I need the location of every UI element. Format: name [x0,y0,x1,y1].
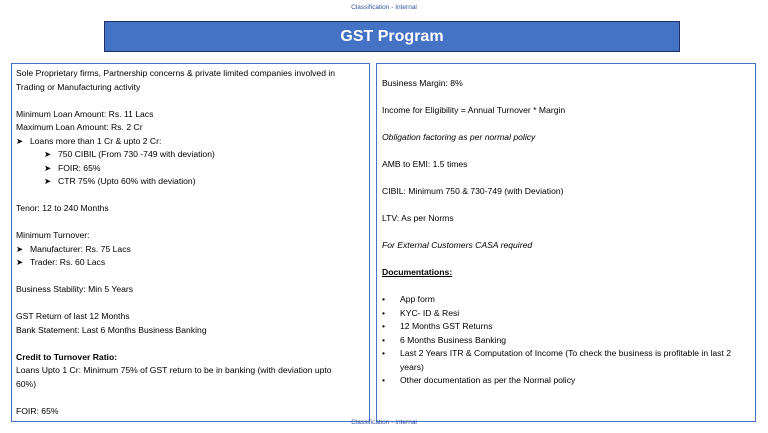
gst-return-text: GST Return of last 12 Months [16,311,130,321]
ctr-heading: Credit to Turnover Ratio: [16,351,118,362]
classification-label-bottom: Classification - Internal [351,419,417,426]
docs-item-label: Last 2 Years ITR & Computation of Income (To check the business is profitable in last 2 years) [400,348,732,372]
income-text: Income for Eligibility = Annual Turnover * Margin [382,105,566,115]
loan-band-subitem [16,162,369,176]
docs-item-label: 12 Months GST Returns [400,321,493,331]
casa-text: For External Customers CASA required [382,240,533,250]
cibil-text: CIBIL: Minimum 750 & 730-749 (with Deviation) [382,186,564,196]
margin-text: Business Margin: 8% [382,78,463,88]
docs-list-item [382,374,755,388]
arrow-bullet-icon: ➤ [44,176,52,186]
bullet-icon: • [382,348,386,358]
turnover-item-label: Manufacturer: Rs. 75 Lacs [30,243,131,254]
bullet-icon: • [382,294,386,304]
docs-list-item [382,320,755,334]
bullet-icon: • [382,334,386,345]
loan-band-subitem-label: FOIR: 65% [58,162,101,173]
loan-band-label: Loans more than 1 Cr & upto 2 Cr: [30,135,162,146]
turnover-item-label: Trader: Rs. 60 Lacs [30,257,106,267]
loan-band-item [16,135,369,149]
arrow-bullet-icon: ➤ [44,162,52,173]
ctr-text: Loans Upto 1 Cr: Minimum 75% of GST return to be in banking (with deviation upto 60%) [16,365,332,389]
docs-item-label: App form [400,294,435,304]
bullet-icon: • [382,375,386,385]
bullet-icon: • [382,307,386,318]
loan-band-subitem [16,175,369,189]
loan-band-subitem-label: CTR 75% (Upto 60% with deviation) [58,176,196,186]
docs-item-label: 6 Months Business Banking [400,334,507,345]
foir-text: FOIR: 65% [16,405,59,416]
min-loan-text: Minimum Loan Amount: Rs. 11 Lacs [16,108,154,119]
obligation-text: Obligation factoring as per normal policy [382,132,536,142]
docs-heading: Documentations: [382,267,453,277]
docs-item-label: KYC- ID & Resi [400,307,460,318]
min-turnover-text: Minimum Turnover: [16,230,90,240]
docs-list-item [382,347,755,374]
loan-band-subitem [16,148,369,162]
loan-band-subitem-label: 750 CIBIL (From 730 -749 with deviation) [58,149,215,159]
arrow-bullet-icon: ➤ [16,257,24,267]
bullet-icon: • [382,321,386,331]
classification-label-top: Classification - Internal [351,4,417,11]
docs-list-item [382,334,755,348]
left-panel [11,63,370,422]
docs-list-item [382,307,755,321]
max-loan-text: Maximum Loan Amount: Rs. 2 Cr [16,122,143,132]
turnover-item [16,256,369,270]
ltv-text: LTV: As per Norms [382,213,454,223]
arrow-bullet-icon: ➤ [16,135,24,146]
bank-statement-text: Bank Statement: Last 6 Months Business Banking [16,324,207,335]
eligibility-text: Sole Proprietary firms, Partnership concerns & private limited companies involved in Trading or Manufacturing activity [16,68,336,92]
amb-text: AMB to EMI: 1.5 times [382,159,468,169]
turnover-item [16,243,369,257]
arrow-bullet-icon: ➤ [16,243,24,254]
arrow-bullet-icon: ➤ [44,149,52,159]
right-panel [376,63,756,422]
tenor-text: Tenor: 12 to 240 Months [16,203,109,213]
stability-text: Business Stability: Min 5 Years [16,284,134,294]
docs-list-item [382,293,755,307]
page-title: GST Program [104,21,680,52]
docs-item-label: Other documentation as per the Normal policy [400,375,576,385]
